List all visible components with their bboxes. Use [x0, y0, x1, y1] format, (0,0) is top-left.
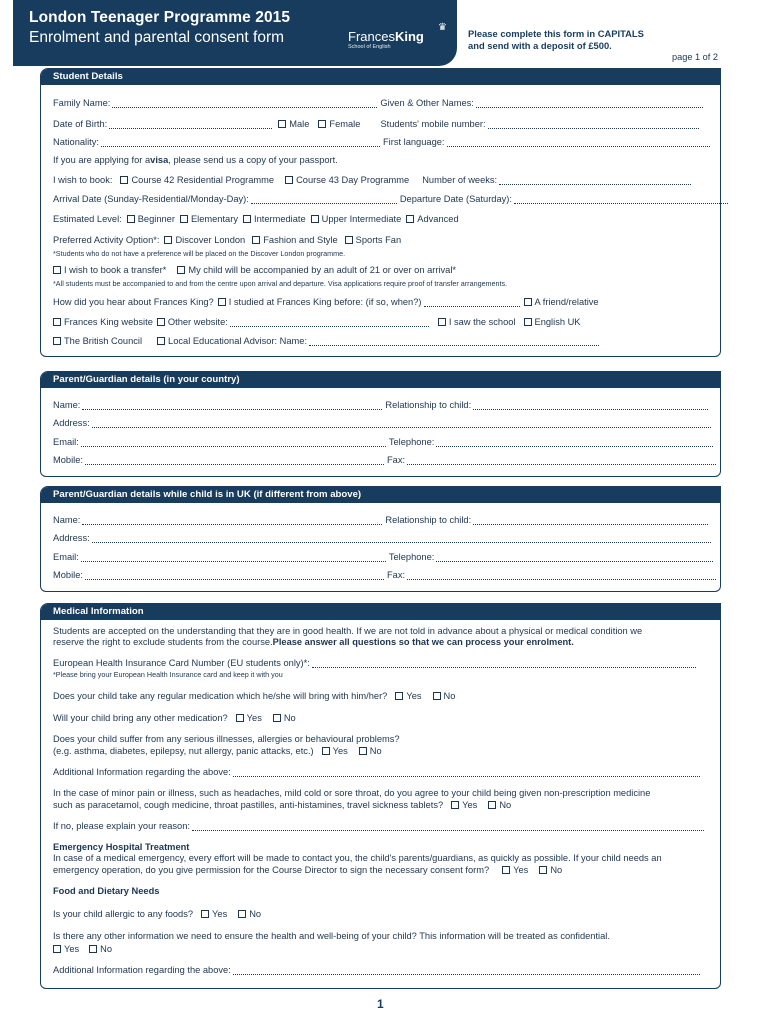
q3-no-checkbox[interactable] — [359, 747, 367, 755]
q2-no-checkbox[interactable] — [273, 714, 281, 722]
brand-logo: FrancesKing School of English ♛ — [348, 22, 447, 50]
transfer-checkbox[interactable] — [53, 266, 61, 274]
uk-fax-field[interactable] — [407, 571, 716, 580]
telephone-field[interactable] — [436, 438, 713, 447]
advanced-checkbox[interactable] — [406, 215, 414, 223]
section-title: Parent/Guardian details (in your country) — [41, 372, 720, 388]
first-language-field[interactable] — [447, 138, 710, 147]
activity-row: Preferred Activity Option*: Discover London Fashion and Style Sports Fan — [53, 235, 402, 245]
activity-note: *Students who do not have a preference will be placed on the Discover London programme. — [53, 249, 346, 258]
dates-row: Arrival Date (Sunday-Residential/Monday-Day): Departure Date (Saturday): — [53, 194, 728, 204]
visa-note: If you are applying for a visa , please send us a copy of your passport. — [53, 155, 338, 165]
q5-no-checkbox[interactable] — [238, 910, 246, 918]
transfer-row: I wish to book a transfer* My child will be accompanied by an adult of 21 or over on arrival* — [53, 265, 456, 275]
parent-uk-section: Parent/Guardian details while child is in UK (if different from above) Name: Relationship to child: Address: Email: Telephone: Mobile: Fax: — [40, 486, 721, 592]
advisor-name-field[interactable] — [309, 337, 599, 346]
section-title: Student Details — [41, 69, 720, 85]
uk-relationship-field[interactable] — [473, 516, 708, 525]
studied-when-field[interactable] — [424, 298, 520, 307]
advisor-row: The British Council Local Educational Advisor: Name: — [53, 336, 599, 346]
fashion-checkbox[interactable] — [252, 236, 260, 244]
q2-yes-checkbox[interactable] — [236, 714, 244, 722]
dob-field[interactable] — [109, 120, 272, 129]
page-indicator: page 1 of 2 — [672, 52, 718, 62]
q1-yes-checkbox[interactable] — [395, 692, 403, 700]
q5-yes-checkbox[interactable] — [201, 910, 209, 918]
instructions: Please complete this form in CAPITALS and send with a deposit of £500. — [468, 28, 644, 51]
fax-field[interactable] — [407, 456, 716, 465]
female-checkbox[interactable] — [318, 120, 326, 128]
student-details-section — [40, 68, 721, 357]
course43-checkbox[interactable] — [285, 176, 293, 184]
given-names-field[interactable] — [476, 99, 703, 108]
q1-no-checkbox[interactable] — [433, 692, 441, 700]
weeks-field[interactable] — [499, 176, 691, 185]
ehic-field[interactable] — [312, 659, 696, 668]
explain-reason-field[interactable] — [192, 822, 704, 831]
friend-checkbox[interactable] — [524, 298, 532, 306]
additional-info-field[interactable] — [233, 768, 700, 777]
parent-name-field[interactable] — [82, 401, 382, 410]
family-name-row: Family Name: Given & Other Names: — [53, 98, 703, 108]
emergency-yes-checkbox[interactable] — [502, 866, 510, 874]
nationality-row: Nationality: First language: — [53, 137, 710, 147]
email-field[interactable] — [81, 438, 386, 447]
studied-before-checkbox[interactable] — [218, 298, 226, 306]
emergency-no-checkbox[interactable] — [539, 866, 547, 874]
header-banner — [13, 0, 457, 66]
crown-icon: ♛ — [438, 22, 447, 33]
upper-intermediate-checkbox[interactable] — [311, 215, 319, 223]
form-subtitle: Enrolment and parental consent form — [29, 29, 285, 46]
uk-mobile-field[interactable] — [85, 571, 384, 580]
arrival-date-field[interactable] — [251, 195, 397, 204]
english-uk-checkbox[interactable] — [524, 318, 532, 326]
other-website-field[interactable] — [230, 318, 429, 327]
beginner-checkbox[interactable] — [127, 215, 135, 223]
uk-telephone-field[interactable] — [436, 553, 713, 562]
sports-checkbox[interactable] — [345, 236, 353, 244]
website-checkbox[interactable] — [53, 318, 61, 326]
advisor-checkbox[interactable] — [157, 337, 165, 345]
q3-yes-checkbox[interactable] — [322, 747, 330, 755]
student-mobile-field[interactable] — [488, 120, 699, 129]
form-title: London Teenager Programme 2015 — [29, 9, 291, 26]
mobile-field[interactable] — [85, 456, 384, 465]
nationality-field[interactable] — [101, 138, 380, 147]
section-title: Parent/Guardian details while child is in UK (if different from above) — [41, 487, 720, 503]
source-row: Frances King website Other website: I saw the school English UK — [53, 317, 581, 327]
parent-home-section: Parent/Guardian details (in your country) Name: Relationship to child: Address: Email: Telephone: Mobile: Fax: — [40, 371, 721, 477]
male-checkbox[interactable] — [278, 120, 286, 128]
saw-school-checkbox[interactable] — [438, 318, 446, 326]
q4-no-checkbox[interactable] — [488, 801, 496, 809]
booking-row: I wish to book: Course 42 Residential Programme Course 43 Day Programme Number of weeks: — [53, 175, 691, 185]
q4-yes-checkbox[interactable] — [451, 801, 459, 809]
uk-address-field[interactable] — [92, 534, 711, 543]
section-title: Medical Information — [41, 604, 720, 620]
course42-checkbox[interactable] — [120, 176, 128, 184]
accompanied-checkbox[interactable] — [177, 266, 185, 274]
uk-email-field[interactable] — [81, 553, 386, 562]
departure-date-field[interactable] — [514, 195, 728, 204]
page-number: 1 — [377, 997, 384, 1011]
hear-row: How did you hear about Frances King? I studied at Frances King before: (if so, when?) A friend/relative — [53, 297, 599, 307]
family-name-field[interactable] — [112, 99, 377, 108]
other-website-checkbox[interactable] — [157, 318, 165, 326]
relationship-field[interactable] — [473, 401, 708, 410]
uk-name-field[interactable] — [82, 516, 382, 525]
q6-yes-checkbox[interactable] — [53, 945, 61, 953]
transfer-note: *All students must be accompanied to and from the centre upon arrival and departure. Visa applications require proof of transfer arrangements. — [53, 279, 508, 288]
british-council-checkbox[interactable] — [53, 337, 61, 345]
q6-no-checkbox[interactable] — [89, 945, 97, 953]
address-field[interactable] — [92, 419, 711, 428]
dob-row: Date of Birth: Male Female Students' mobile number: — [53, 119, 699, 129]
elementary-checkbox[interactable] — [180, 215, 188, 223]
discover-london-checkbox[interactable] — [164, 236, 172, 244]
level-row: Estimated Level: Beginner Elementary Intermediate Upper Intermediate Advanced — [53, 214, 459, 224]
medical-section: Medical Information Students are accepted on the understanding that they are in good health. If we are not told in advance about a physical or medical condition we reserve the right to exclude students from the course. Please answer all questions so that we can process your enrolment. European Health Insurance Card Number (EU students only)*: *Please bring your European Health Insurance card and keep it with you Does your child take any regular medication which he/she will bring with him/her? Yes No Will your child bring any other medication? Yes No Does your child suffer from any serious illnesses, allergies or behavioural problems? (e.g. asthma, diabetes, epilepsy, nut allergy, panic attacks, etc.) Yes No Additional Information regarding the above: In the case of minor pain or illness, such as headaches, mild cold or sore throat, do you agree to your child being given non-prescription medicine such as paracetamol, cough medicine, throat pastilles, anti-histamines, travel sickness tablets? Yes No If no, please explain your reason: Emergency Hospital Treatment In case of a medical emergency, every effort will be made to contact you, the child's parents/guardians, as quickly as possible. If your child needs an emergency operation, do you give permission for the Course Director to sign the necessary consent form? Yes No Food and Dietary Needs Is your child allergic to any foods? Yes No Is there any other information we need to ensure the health and well-being of your child? This information will be treated as confidential. Yes No Additional Information regarding the above: — [40, 603, 721, 989]
additional-info-2-field[interactable] — [233, 966, 700, 975]
intermediate-checkbox[interactable] — [243, 215, 251, 223]
